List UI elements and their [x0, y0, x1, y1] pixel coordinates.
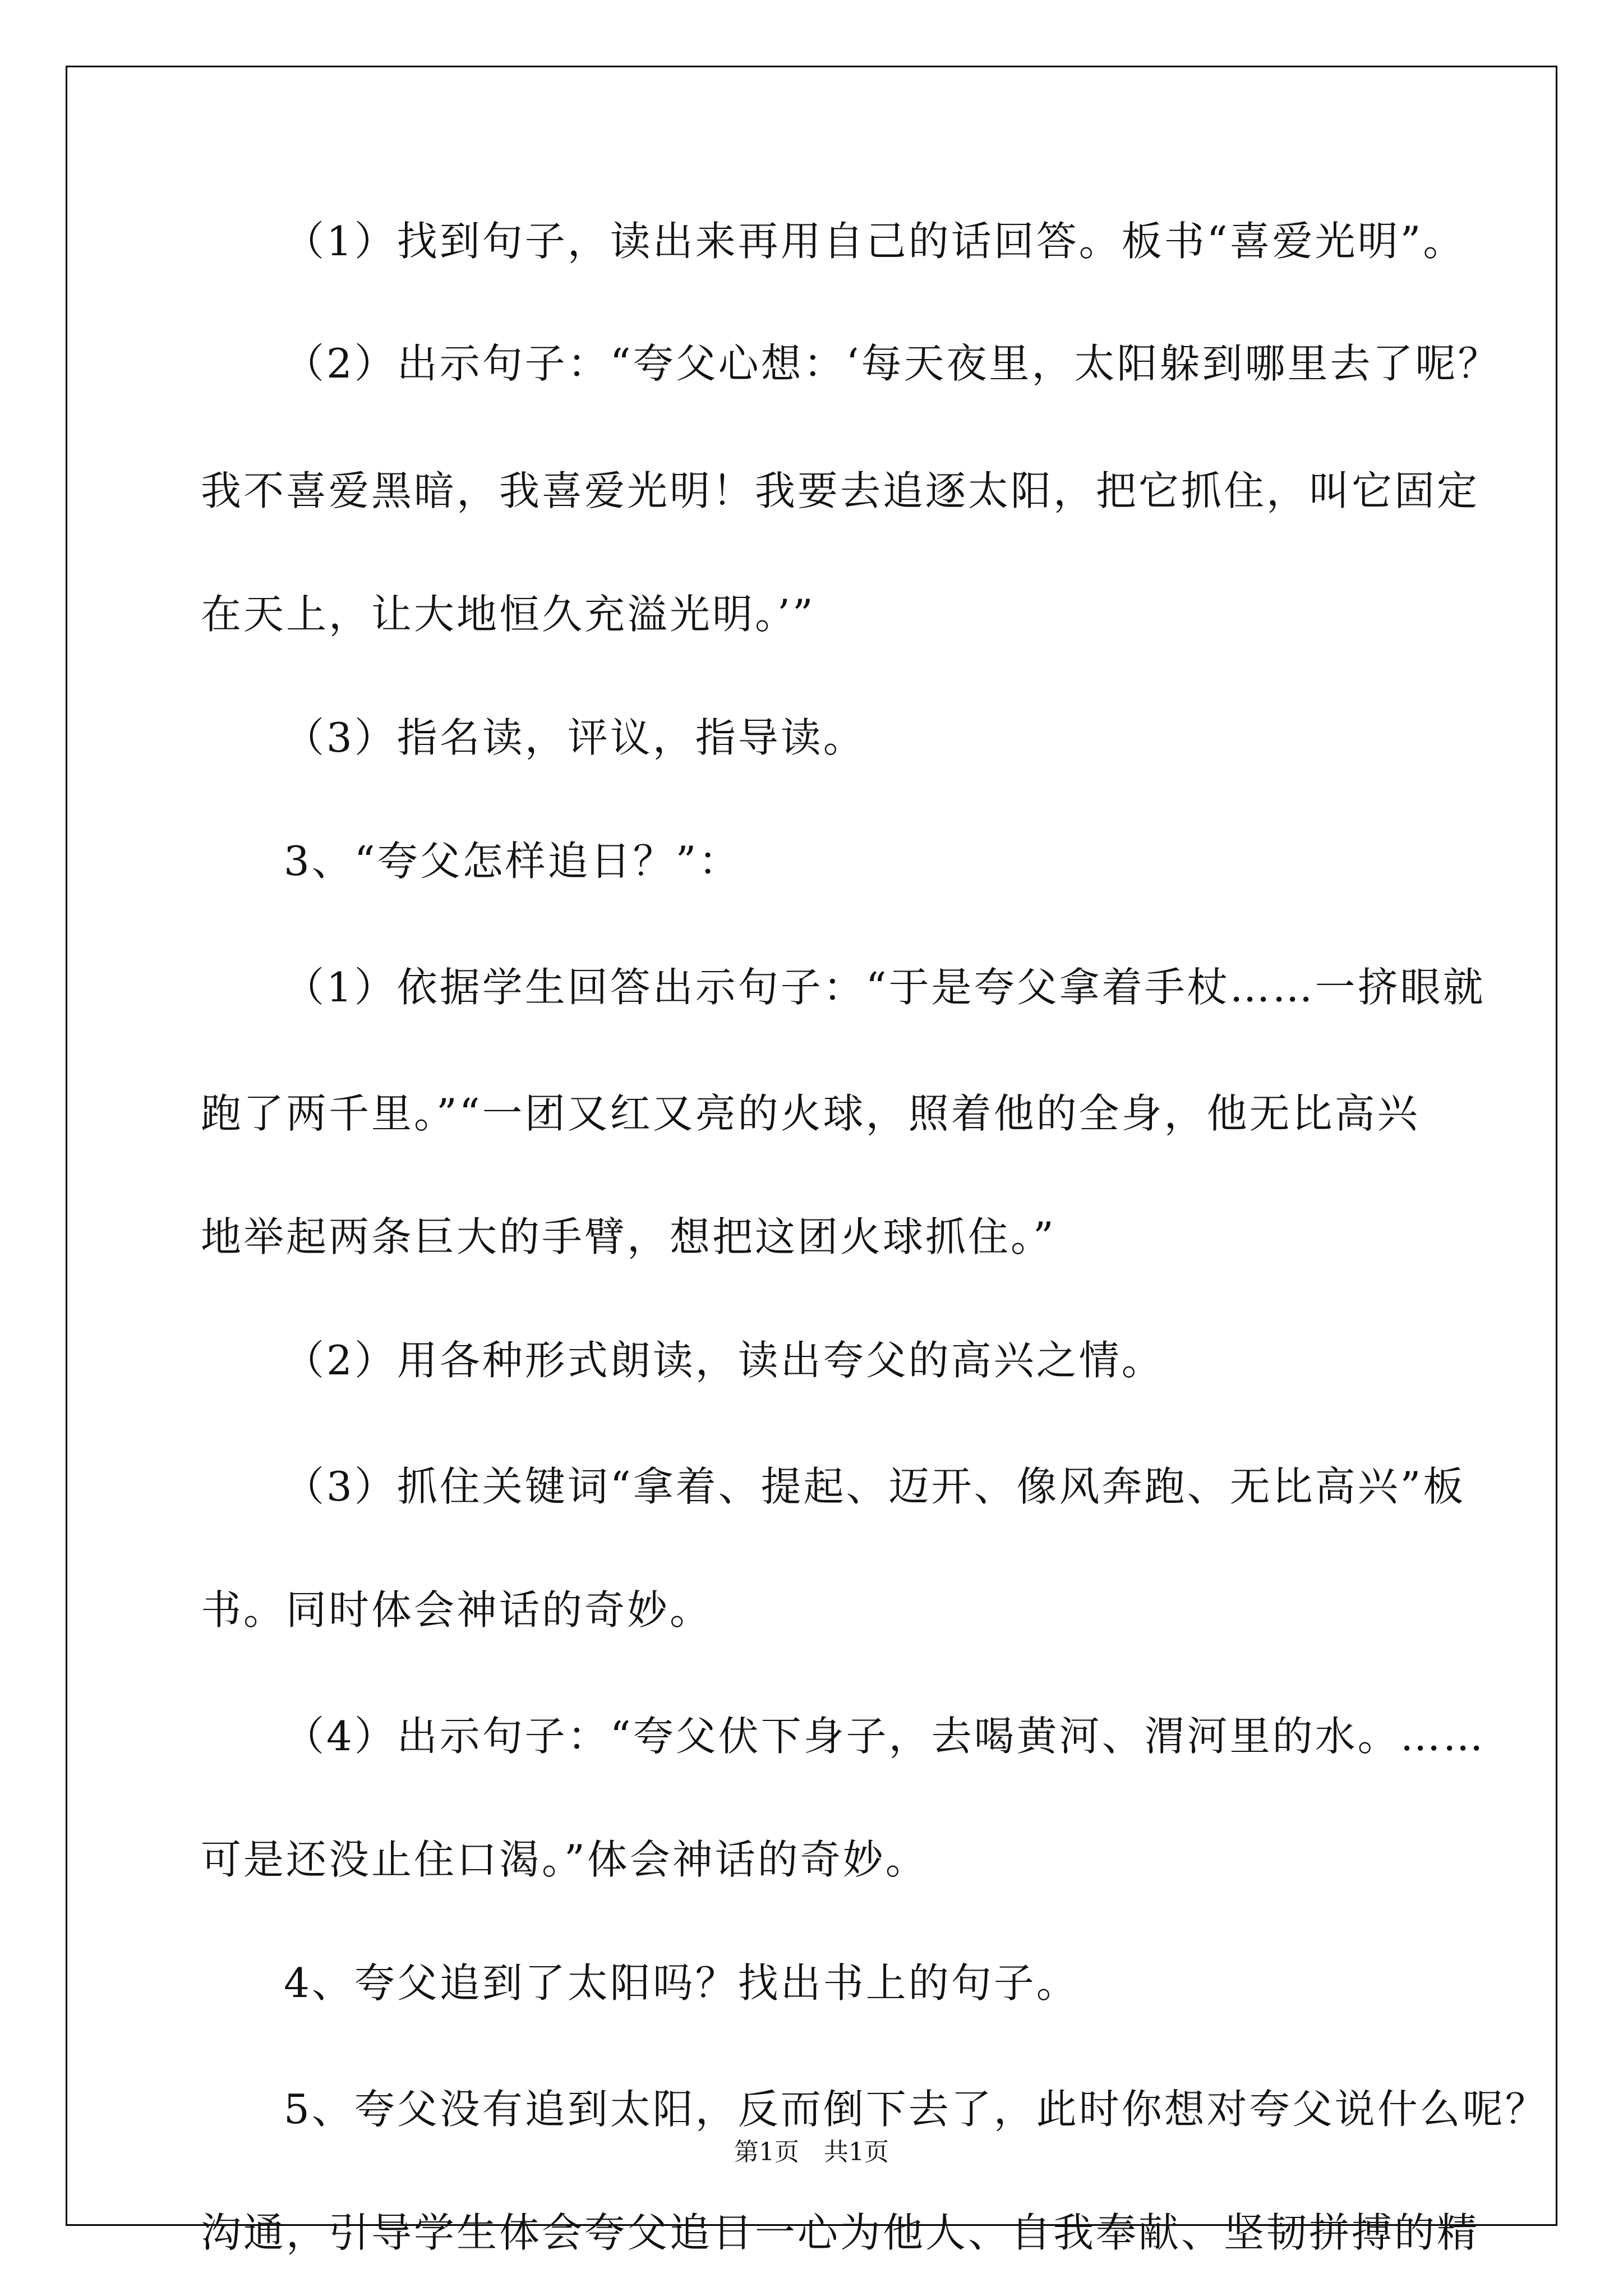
page-footer: 第1页 共1页	[734, 2138, 889, 2166]
text-line: （2）出示句子：“夸父心想：‘每天夜里，太阳躲到哪里去了呢？	[284, 340, 1501, 387]
text-line: 书。同时体会神话的奇妙。	[201, 1586, 713, 1634]
text-line: （4）出示句子：“夸父伏下身子，去喝黄河、渭河里的水。……	[284, 1713, 1486, 1760]
text-line: （3）抓住关键词“拿着、提起、迈开、像风奔跑、无比高兴”板	[284, 1463, 1466, 1510]
text-line: 地举起两条巨大的手臂，想把这团火球抓住。”	[201, 1213, 1056, 1260]
text-line: 5、夸父没有追到太阳，反而倒下去了，此时你想对夸父说什么呢？	[284, 2086, 1548, 2133]
text-line: （3）指名读，评议，指导读。	[284, 714, 866, 761]
text-line: （2）用各种形式朗读，读出夸父的高兴之情。	[284, 1337, 1164, 1384]
text-line: （1）找到句子，读出来再用自己的话回答。板书“喜爱光明”。	[284, 218, 1466, 265]
text-line: 我不喜爱黑暗，我喜爱光明！我要去追逐太阳，把它抓住，叫它固定	[201, 467, 1480, 514]
text-line: 可是还没止住口渴。”体会神话的奇妙。	[201, 1836, 928, 1883]
text-line: （1）依据学生回答出示句子：“于是夸父拿着手杖……一挤眼就	[284, 964, 1486, 1011]
text-line: 在天上，让大地恒久充溢光明。’”	[201, 591, 815, 638]
text-line: 3、“夸父怎样追日？”：	[284, 838, 741, 885]
text-line: 4、夸父追到了太阳吗？找出书上的句子。	[284, 1959, 1079, 2007]
text-line: 沟通，引导学生体会夸父追日一心为他人、自我奉献、坚韧拼搏的精	[201, 2209, 1480, 2256]
text-line: 跑了两千里。”“一团又红又亮的火球，照着他的全身，他无比高兴	[201, 1090, 1420, 1137]
